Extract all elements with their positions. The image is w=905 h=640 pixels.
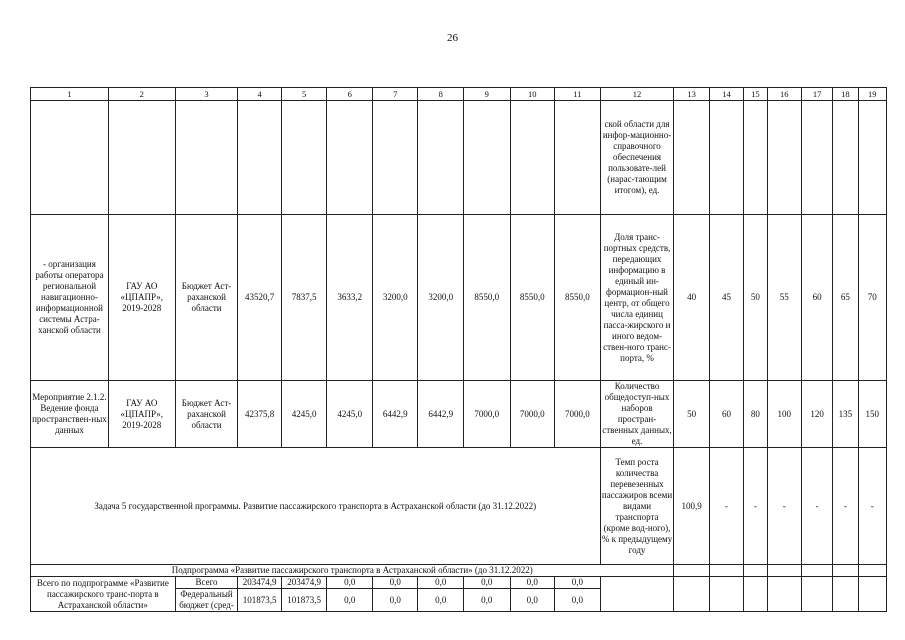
indicator-cell: ской области для инфор-мационно-справочного обеспечения пользовате-лей (нарас-тающим итогом), ед.	[600, 101, 674, 215]
value-cell: 6442,9	[372, 381, 418, 448]
value-cell: 3200,0	[418, 215, 464, 381]
col-number: 10	[510, 88, 555, 101]
value-cell: 0,0	[555, 589, 601, 612]
funding-source: Бюджет Аст-раханской области	[175, 381, 238, 448]
value-cell: 0,0	[372, 577, 418, 589]
table-row	[31, 215, 887, 381]
col-number: 2	[108, 88, 175, 101]
program-table	[30, 87, 887, 612]
target-cell: 50	[744, 215, 767, 381]
col-number: 1	[31, 88, 109, 101]
value-cell: 203474,9	[281, 577, 327, 589]
value-cell: 6442,9	[418, 381, 464, 448]
task-description: Задача 5 государственной программы. Развитие пассажирского транспорта в Астраханской области (до 31.12.2022)	[31, 448, 601, 565]
col-number: 3	[175, 88, 238, 101]
col-number: 17	[801, 88, 832, 101]
value-cell: 7000,0	[555, 381, 601, 448]
value-cell: 8550,0	[464, 215, 511, 381]
col-number: 4	[238, 88, 282, 101]
target-cell: -	[801, 448, 832, 565]
value-cell: 101873,5	[238, 589, 282, 612]
target-cell: 120	[801, 381, 832, 448]
value-cell: 8550,0	[555, 215, 601, 381]
target-cell: 40	[674, 215, 709, 381]
target-cell: 150	[858, 381, 886, 448]
value-cell: 0,0	[464, 589, 511, 612]
value-cell: 0,0	[327, 577, 373, 589]
value-cell: 0,0	[464, 577, 511, 589]
executor-cell: ГАУ АО «ЦПАПР», 2019-2028	[108, 381, 175, 448]
value-cell: 8550,0	[510, 215, 555, 381]
value-cell: 0,0	[510, 577, 555, 589]
value-cell: 0,0	[510, 589, 555, 612]
target-cell: 50	[674, 381, 709, 448]
target-cell: 100,9	[674, 448, 709, 565]
funding-source: Всего	[175, 577, 238, 589]
col-number: 12	[600, 88, 674, 101]
value-cell: 3633,2	[327, 215, 373, 381]
indicator-cell: Количество общедоступ-ных наборов простран-ственных данных, ед.	[600, 381, 674, 448]
value-cell: 0,0	[418, 577, 464, 589]
executor-cell: ГАУ АО «ЦПАПР», 2019-2028	[108, 215, 175, 381]
activity-name: - организация работы оператора региональной навигационно-информационной системы Астра-ханской области	[31, 215, 109, 381]
target-cell: 55	[767, 215, 801, 381]
value-cell: 0,0	[555, 577, 601, 589]
activity-name: Мероприятие 2.1.2. Ведение фонда пространствен-ных данных	[31, 381, 109, 448]
target-cell: 60	[709, 381, 743, 448]
col-number: 19	[858, 88, 886, 101]
col-number: 8	[418, 88, 464, 101]
col-number: 9	[464, 88, 511, 101]
target-cell: 135	[833, 381, 858, 448]
value-cell: 7000,0	[464, 381, 511, 448]
col-number: 5	[281, 88, 327, 101]
value-cell: 203474,9	[238, 577, 282, 589]
value-cell: 0,0	[327, 589, 373, 612]
value-cell: 7837,5	[281, 215, 327, 381]
target-cell: -	[744, 448, 767, 565]
col-number: 15	[744, 88, 767, 101]
col-number: 18	[833, 88, 858, 101]
target-cell: 45	[709, 215, 743, 381]
target-cell: -	[709, 448, 743, 565]
funding-source: Федеральный бюджет (сред-	[175, 589, 238, 612]
indicator-cell: Темп роста количества перевезенных пассажиров всеми видами транспорта (кроме вод-ного), % к предыдущему году	[600, 448, 674, 565]
col-number: 14	[709, 88, 743, 101]
subprogram-row	[31, 565, 887, 577]
target-cell: -	[833, 448, 858, 565]
value-cell: 3200,0	[372, 215, 418, 381]
table-row	[31, 381, 887, 448]
indicator-cell: Доля транс-портных средств, передающих информацию в единый ин-формацион-ный центр, от общего числа единиц пасса-жирского и иного ведом-ствен-ного транс-порта, %	[600, 215, 674, 381]
value-cell: 7000,0	[510, 381, 555, 448]
target-cell: 60	[801, 215, 832, 381]
value-cell: 101873,5	[281, 589, 327, 612]
col-number: 11	[555, 88, 601, 101]
col-number: 16	[767, 88, 801, 101]
continuation-row	[31, 101, 887, 215]
value-cell: 43520,7	[238, 215, 282, 381]
col-number: 13	[674, 88, 709, 101]
funding-source: Бюджет Аст-раханской области	[175, 215, 238, 381]
page-number: 26	[447, 32, 458, 44]
totals-row	[31, 577, 887, 589]
value-cell: 0,0	[418, 589, 464, 612]
target-cell: 100	[767, 381, 801, 448]
task-row	[31, 448, 887, 565]
value-cell: 0,0	[372, 589, 418, 612]
value-cell: 4245,0	[281, 381, 327, 448]
target-cell: 65	[833, 215, 858, 381]
value-cell: 42375,8	[238, 381, 282, 448]
target-cell: -	[767, 448, 801, 565]
column-number-row	[31, 88, 887, 101]
target-cell: 80	[744, 381, 767, 448]
col-number: 6	[327, 88, 373, 101]
value-cell: 4245,0	[327, 381, 373, 448]
subprogram-title: Подпрограмма «Развитие пассажирского транспорта в Астраханской области» (до 31.12.2022)	[31, 565, 674, 577]
target-cell: 70	[858, 215, 886, 381]
totals-label: Всего по подпрограмме «Развитие пассажирского транс-порта в Астраханской области»	[31, 577, 176, 612]
col-number: 7	[372, 88, 418, 101]
target-cell: -	[858, 448, 886, 565]
